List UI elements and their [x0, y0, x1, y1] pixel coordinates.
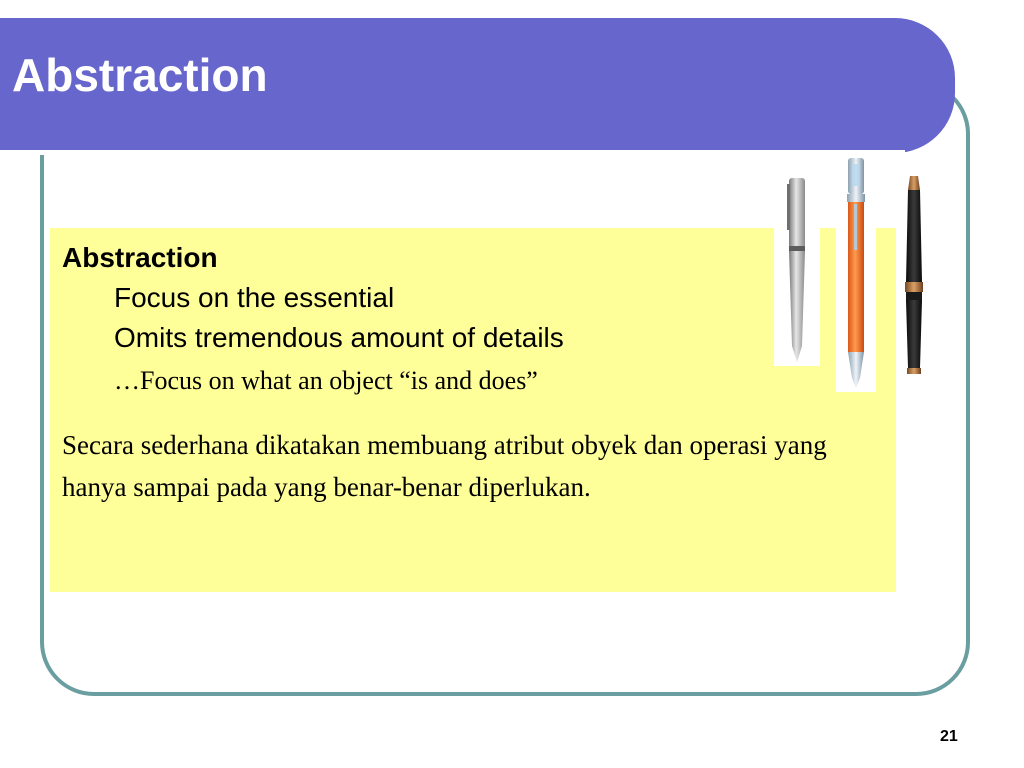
orange-pen-drawing	[836, 156, 876, 392]
orange-pen-image	[836, 156, 876, 392]
black-pen-image	[896, 172, 932, 382]
title-underline	[0, 150, 905, 155]
point-what-object-is: …Focus on what an object “is and does”	[114, 366, 538, 395]
content-heading: Abstraction	[62, 242, 218, 273]
description-paragraph: Secara sederhana dikatakan membuang atribut obyek dan operasi yang hanya sampai pada yang benar-benar diperlukan.	[62, 430, 827, 502]
point-omits-details: Omits tremendous amount of details	[114, 322, 564, 353]
content-box	[50, 228, 896, 592]
black-pen-drawing	[896, 172, 932, 382]
silver-pen-drawing	[774, 176, 820, 366]
page-number: 21	[940, 728, 958, 745]
title-bar	[0, 18, 955, 153]
slide-title: Abstraction	[12, 49, 268, 101]
point-focus-essential: Focus on the essential	[114, 282, 395, 313]
silver-pen-image	[774, 176, 820, 366]
